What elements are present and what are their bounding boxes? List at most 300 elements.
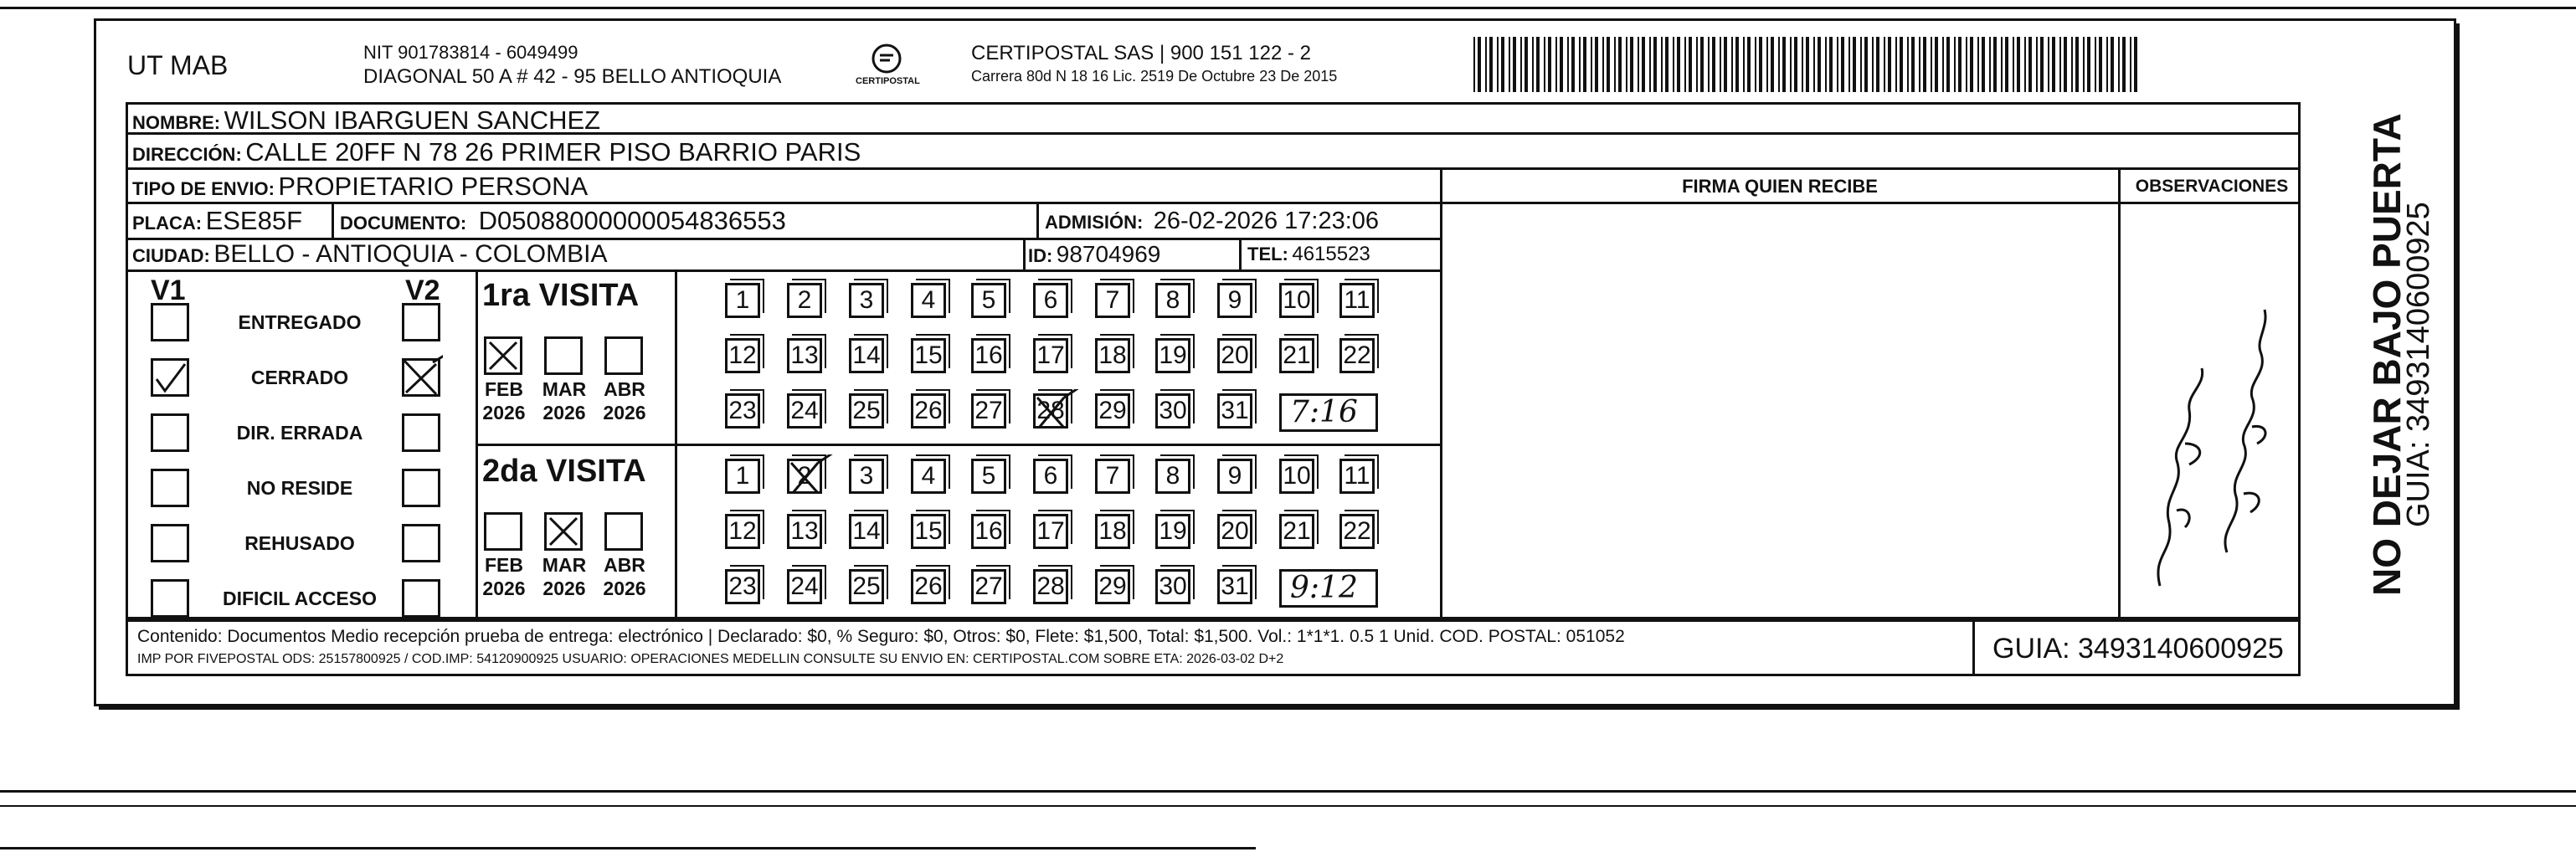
barcode-bar xyxy=(1860,37,1862,92)
day-number: 18 xyxy=(1098,517,1127,545)
day-number: 21 xyxy=(1283,341,1311,369)
day-number: 24 xyxy=(790,572,819,600)
id-label: ID: xyxy=(1028,245,1053,266)
day-number: 31 xyxy=(1221,397,1249,424)
day-box[interactable] xyxy=(1339,338,1375,373)
day-box[interactable] xyxy=(787,569,822,604)
day-number: 29 xyxy=(1098,572,1127,600)
day-number: 11 xyxy=(1344,286,1370,314)
tel-row xyxy=(1247,244,1370,264)
day-box[interactable] xyxy=(787,393,822,429)
month-checkbox[interactable] xyxy=(544,336,583,375)
day-box[interactable] xyxy=(849,569,884,604)
logo-text: CERTIPOSTAL xyxy=(856,76,920,86)
day-box[interactable] xyxy=(725,514,760,549)
day-number: 12 xyxy=(728,517,757,545)
day-number: 25 xyxy=(852,397,881,424)
side-guia: GUIA: 3493140600925 xyxy=(2401,202,2436,527)
observations-label: OBSERVACIONES xyxy=(2135,177,2289,196)
day-number: 26 xyxy=(914,397,943,424)
day-number: 27 xyxy=(974,572,1003,600)
day-number: 1 xyxy=(735,286,750,314)
day-box[interactable] xyxy=(971,459,1006,494)
day-number: 15 xyxy=(914,517,943,545)
col-plate-divider xyxy=(332,202,334,238)
barcode-bar xyxy=(1485,37,1487,92)
v2-checkbox[interactable] xyxy=(402,303,440,341)
day-box[interactable] xyxy=(849,459,884,494)
company-nit: NIT 901783814 - 6049499 xyxy=(363,42,578,63)
barcode xyxy=(1473,37,2143,92)
visit-separator xyxy=(476,444,1442,446)
barcode-bar xyxy=(1630,37,1633,92)
day-box[interactable] xyxy=(1095,338,1130,373)
day-box[interactable] xyxy=(1155,459,1190,494)
day-box[interactable] xyxy=(725,393,760,429)
day-box[interactable] xyxy=(725,569,760,604)
barcode-bar xyxy=(1935,37,1938,92)
visit2-title: 2da VISITA xyxy=(482,454,646,489)
day-box[interactable] xyxy=(849,514,884,549)
barcode-bar xyxy=(1813,37,1815,92)
barcode-bar xyxy=(1907,37,1909,92)
barcode-bar xyxy=(1548,37,1551,92)
day-number: 30 xyxy=(1159,397,1187,424)
col-admission-divider xyxy=(1036,202,1039,238)
day-box[interactable] xyxy=(971,569,1006,604)
barcode-bar xyxy=(1684,37,1686,92)
barcode-bar xyxy=(1560,37,1563,92)
day-box[interactable] xyxy=(1339,514,1375,549)
barcode-bar xyxy=(2122,37,2126,92)
time-box[interactable] xyxy=(1279,393,1378,432)
day-number: 9 xyxy=(1227,286,1242,314)
day-box[interactable] xyxy=(911,393,946,429)
status-label: DIFICIL ACCESO xyxy=(222,588,377,609)
day-box[interactable] xyxy=(1279,459,1314,494)
plate-value: ESE85F xyxy=(205,206,303,235)
col-tel-divider xyxy=(1239,238,1242,269)
barcode-bar xyxy=(2028,37,2032,92)
barcode-bar xyxy=(1802,37,1803,92)
barcode-bar xyxy=(1525,37,1528,92)
handwritten-time: 7:16 xyxy=(1290,395,1358,429)
barcode-bar xyxy=(1966,37,1967,92)
day-box[interactable] xyxy=(1095,569,1130,604)
day-box[interactable] xyxy=(787,283,822,318)
tel-value: 4615523 xyxy=(1292,243,1370,265)
address-label: DIRECCIÓN: xyxy=(132,144,242,165)
barcode-bar xyxy=(2024,37,2026,92)
barcode-bar xyxy=(2064,37,2067,92)
day-box[interactable] xyxy=(1217,338,1252,373)
name-row xyxy=(132,107,600,133)
barcode-bar xyxy=(1782,37,1786,92)
barcode-bar xyxy=(1607,37,1610,92)
month-year: 2026 xyxy=(542,577,586,599)
day-box[interactable] xyxy=(1339,459,1375,494)
day-number: 7 xyxy=(1105,286,1120,314)
barcode-bar xyxy=(1700,37,1704,92)
day-number: 4 xyxy=(921,286,936,314)
col-observations-left xyxy=(2118,167,2121,619)
barcode-bar xyxy=(1900,37,1903,92)
barcode-bar xyxy=(1595,37,1598,92)
v2-checkbox[interactable] xyxy=(402,579,440,618)
status-label: REHUSADO xyxy=(244,532,355,554)
barcode-bar xyxy=(1884,37,1885,92)
time-box[interactable] xyxy=(1279,569,1378,608)
day-number: 30 xyxy=(1159,572,1187,600)
day-number: 3 xyxy=(859,462,874,490)
barcode-bar xyxy=(1638,37,1639,92)
day-box[interactable] xyxy=(911,514,946,549)
barcode-bar xyxy=(1649,37,1651,92)
barcode-bar xyxy=(1614,37,1616,92)
day-number: 31 xyxy=(1221,572,1249,600)
barcode-bar xyxy=(1977,37,1979,92)
day-number: 18 xyxy=(1098,341,1127,369)
day-cross-mark xyxy=(1034,389,1081,439)
barcode-bar xyxy=(1720,37,1721,92)
day-box[interactable] xyxy=(787,338,822,373)
barcode-bar xyxy=(1555,37,1557,92)
day-number: 13 xyxy=(790,341,819,369)
day-number: 16 xyxy=(974,341,1003,369)
barcode-bar xyxy=(1689,37,1692,92)
day-number: 13 xyxy=(790,517,819,545)
barcode-bar xyxy=(1583,37,1586,92)
barcode-bar xyxy=(1642,37,1645,92)
barcode-bar xyxy=(1942,37,1944,92)
barcode-bar xyxy=(1743,37,1745,92)
status-label: CERRADO xyxy=(250,367,349,388)
day-box[interactable] xyxy=(1217,393,1252,429)
barcode-bar xyxy=(2040,37,2044,92)
top-edge-line xyxy=(0,7,2576,9)
day-box[interactable] xyxy=(971,283,1006,318)
day-number: 22 xyxy=(1343,341,1371,369)
barcode-bar xyxy=(1895,37,1897,92)
carrier-address: Carrera 80d N 18 16 Lic. 2519 De Octubre 23 De 2015 xyxy=(971,68,1338,85)
day-number: 1 xyxy=(735,462,750,490)
day-box[interactable] xyxy=(1217,569,1252,604)
day-box[interactable] xyxy=(1155,569,1190,604)
barcode-bar xyxy=(1626,37,1627,92)
month-label: MAR xyxy=(542,554,587,576)
barcode-bar xyxy=(1591,37,1592,92)
barcode-bar xyxy=(1489,37,1493,92)
day-number: 19 xyxy=(1159,517,1187,545)
barcode-bar xyxy=(1677,37,1680,92)
day-box[interactable] xyxy=(1339,283,1375,318)
carrier-name: CERTIPOSTAL SAS | 900 151 122 - 2 xyxy=(971,42,1311,64)
day-box[interactable] xyxy=(849,338,884,373)
day-box[interactable] xyxy=(1033,283,1068,318)
day-number: 6 xyxy=(1043,462,1058,490)
barcode-bar xyxy=(1579,37,1581,92)
status-label: DIR. ERRADA xyxy=(236,422,363,444)
barcode-bar xyxy=(1825,37,1827,92)
day-number: 12 xyxy=(728,341,757,369)
day-number: 6 xyxy=(1043,286,1058,314)
day-number: 17 xyxy=(1036,341,1065,369)
barcode-bar xyxy=(2075,37,2079,92)
day-box[interactable] xyxy=(1279,338,1314,373)
month-year: 2026 xyxy=(482,577,526,599)
v1-checkbox[interactable] xyxy=(151,524,189,562)
month-checkbox[interactable] xyxy=(604,512,643,551)
day-box[interactable] xyxy=(1155,514,1190,549)
day-number: 20 xyxy=(1221,341,1249,369)
day-number: 5 xyxy=(981,286,996,314)
day-box[interactable] xyxy=(1033,514,1068,549)
document-label: DOCUMENTO: xyxy=(340,213,467,234)
day-number: 17 xyxy=(1036,517,1065,545)
day-box[interactable] xyxy=(787,459,822,494)
barcode-bar xyxy=(1665,37,1668,92)
v2-checkbox[interactable] xyxy=(402,413,440,452)
day-box[interactable] xyxy=(971,338,1006,373)
day-box[interactable] xyxy=(1155,283,1190,318)
v1-checkbox[interactable] xyxy=(151,303,189,341)
footer-imp: IMP POR FIVEPOSTAL ODS: 25157800925 / COD.IMP: 54120900925 USUARIO: OPERACIONES MEDELLIN CONSULTE SU ENVIO EN: CERTIPOSTAL.COM SOBRE ETA: 2026-03-02 D+2 xyxy=(137,652,1284,666)
barcode-bar xyxy=(1954,37,1956,92)
barcode-bar xyxy=(1520,37,1522,92)
barcode-bar xyxy=(2059,37,2061,92)
barcode-bar xyxy=(1478,37,1481,92)
day-number: 14 xyxy=(852,341,881,369)
status-label: NO RESIDE xyxy=(246,477,353,499)
month-checkbox[interactable] xyxy=(484,512,522,551)
barcode-bar xyxy=(1993,37,1997,92)
barcode-bar xyxy=(2130,37,2131,92)
day-box[interactable] xyxy=(1217,459,1252,494)
barcode-bar xyxy=(1837,37,1838,92)
barcode-bar xyxy=(1696,37,1698,92)
day-box[interactable] xyxy=(1033,338,1068,373)
day-box[interactable] xyxy=(971,514,1006,549)
day-cross-mark xyxy=(788,454,835,505)
v1-header: V1 xyxy=(151,275,186,306)
barcode-bar xyxy=(2036,37,2038,92)
barcode-bar xyxy=(1497,37,1499,92)
barcode-bar xyxy=(2052,37,2055,92)
barcode-bar xyxy=(1602,37,1604,92)
barcode-bar xyxy=(2005,37,2008,92)
row-line xyxy=(126,167,2301,170)
barcode-bar xyxy=(1841,37,1844,92)
tel-label: TEL: xyxy=(1247,244,1288,264)
barcode-bar xyxy=(1829,37,1833,92)
barcode-bar xyxy=(1923,37,1926,92)
barcode-bar xyxy=(1818,37,1821,92)
admission-label: ADMISIÓN: xyxy=(1045,212,1144,233)
side-warning: NO DEJAR BAJO PUERTA xyxy=(2365,113,2409,596)
day-number: 27 xyxy=(974,397,1003,424)
barcode-bar xyxy=(2071,37,2073,92)
barcode-bar xyxy=(1755,37,1756,92)
barcode-bar xyxy=(2111,37,2114,92)
barcode-bar xyxy=(1876,37,1879,92)
day-box[interactable] xyxy=(1279,283,1314,318)
barcode-bar xyxy=(1806,37,1809,92)
barcode-bar xyxy=(1544,37,1545,92)
city-row xyxy=(132,242,607,267)
day-number: 10 xyxy=(1283,286,1311,314)
day-number: 15 xyxy=(914,341,943,369)
day-number: 10 xyxy=(1283,462,1311,490)
day-box[interactable] xyxy=(1033,459,1068,494)
day-box[interactable] xyxy=(1155,338,1190,373)
footer-guia: GUIA: 3493140600925 xyxy=(1992,633,2284,665)
barcode-bar xyxy=(1794,37,1797,92)
visit-month-divider xyxy=(675,269,677,619)
plate-label: PLACA: xyxy=(132,213,203,234)
day-box[interactable] xyxy=(911,569,946,604)
day-box[interactable] xyxy=(787,514,822,549)
day-box[interactable] xyxy=(971,393,1006,429)
barcode-bar xyxy=(2001,37,2003,92)
day-number: 28 xyxy=(1036,572,1065,600)
bottom-line-3 xyxy=(0,847,1256,849)
row-line xyxy=(126,269,1442,272)
day-number: 20 xyxy=(1221,517,1249,545)
day-box[interactable] xyxy=(1033,569,1068,604)
signature-area[interactable] xyxy=(1443,204,2118,618)
barcode-bar xyxy=(1712,37,1715,92)
month-checkbox[interactable] xyxy=(604,336,643,375)
company-address: DIAGONAL 50 A # 42 - 95 BELLO ANTIOQUIA xyxy=(363,65,782,88)
day-box[interactable] xyxy=(1095,459,1130,494)
barcode-bar xyxy=(2017,37,2020,92)
barcode-bar xyxy=(1911,37,1915,92)
day-number: 21 xyxy=(1283,517,1311,545)
barcode-bar xyxy=(1982,37,1985,92)
id-value: 98704969 xyxy=(1056,241,1161,267)
barcode-bar xyxy=(1747,37,1751,92)
day-number: 16 xyxy=(974,517,1003,545)
day-box[interactable] xyxy=(1095,283,1130,318)
observations-handwriting xyxy=(2126,301,2294,603)
admission-value: 26-02-2026 17:23:06 xyxy=(1153,208,1380,234)
barcode-bar xyxy=(1536,37,1540,92)
day-box[interactable] xyxy=(1217,514,1252,549)
recipient-name: WILSON IBARGUEN SANCHEZ xyxy=(224,105,601,135)
frame-shadow-right xyxy=(2456,23,2460,706)
col-signature-left xyxy=(1440,167,1442,619)
v1-checkbox[interactable] xyxy=(151,358,189,397)
status-label: ENTREGADO xyxy=(238,311,362,333)
v1-checkbox[interactable] xyxy=(151,469,189,507)
day-number: 2 xyxy=(797,462,812,490)
footer-content: Contenido: Documentos Medio recepción prueba de entrega: electrónico | Declarado: $0, % Seguro: $0, Otros: $0, Flete: $1,500, Total: $1,500. Vol.: 1*1*1. 0.5 1 Unid. COD. POSTAL: 051052 xyxy=(137,627,1625,646)
barcode-bar xyxy=(1513,37,1516,92)
name-label: NOMBRE: xyxy=(132,112,221,133)
day-number: 7 xyxy=(1105,462,1120,490)
month-checkbox[interactable] xyxy=(484,336,522,375)
month-label: ABR xyxy=(604,378,645,400)
day-box[interactable] xyxy=(725,459,760,494)
document-value: D05088000000054836553 xyxy=(478,206,786,235)
barcode-bar xyxy=(2118,37,2120,92)
barcode-bar xyxy=(2134,37,2137,92)
day-box[interactable] xyxy=(849,283,884,318)
day-box[interactable] xyxy=(911,283,946,318)
day-number: 26 xyxy=(914,572,943,600)
month-year: 2026 xyxy=(603,577,646,599)
barcode-bar xyxy=(1532,37,1534,92)
v1-checkbox[interactable] xyxy=(151,579,189,618)
day-box[interactable] xyxy=(725,283,760,318)
month-year: 2026 xyxy=(482,402,526,423)
barcode-bar xyxy=(2087,37,2090,92)
barcode-bar xyxy=(1571,37,1575,92)
row-line xyxy=(126,202,1442,204)
day-box[interactable] xyxy=(1095,514,1130,549)
day-number: 22 xyxy=(1343,517,1371,545)
id-row xyxy=(1028,243,1160,266)
day-box[interactable] xyxy=(1033,393,1068,429)
day-box[interactable] xyxy=(725,338,760,373)
bottom-line-1 xyxy=(0,790,2576,793)
month-year: 2026 xyxy=(603,402,646,423)
barcode-bar xyxy=(1673,37,1674,92)
handwritten-time: 9:12 xyxy=(1290,571,1358,605)
month-checkbox[interactable] xyxy=(544,512,583,551)
city-value: BELLO - ANTIOQUIA - COLOMBIA xyxy=(213,240,608,268)
v2-header: V2 xyxy=(405,275,440,306)
v2-checkbox[interactable] xyxy=(402,524,440,562)
v2-checkbox[interactable] xyxy=(402,358,440,397)
month-year: 2026 xyxy=(542,402,586,423)
day-box[interactable] xyxy=(849,393,884,429)
month-label: MAR xyxy=(542,378,587,400)
v1-checkbox[interactable] xyxy=(151,413,189,452)
barcode-bar xyxy=(1946,37,1950,92)
type-label: TIPO DE ENVIO: xyxy=(132,178,275,199)
day-box[interactable] xyxy=(1279,514,1314,549)
barcode-bar xyxy=(1872,37,1874,92)
bottom-line-2 xyxy=(0,805,2576,807)
barcode-bar xyxy=(1473,37,1475,92)
day-number: 14 xyxy=(852,517,881,545)
barcode-bar xyxy=(1567,37,1569,92)
day-number: 23 xyxy=(728,397,757,424)
company-name: UT MAB xyxy=(127,50,229,80)
day-number: 4 xyxy=(921,462,936,490)
v2-checkbox[interactable] xyxy=(402,469,440,507)
day-box[interactable] xyxy=(911,459,946,494)
barcode-bar xyxy=(1848,37,1850,92)
barcode-bar xyxy=(2083,37,2085,92)
barcode-bar xyxy=(2099,37,2102,92)
admission-row xyxy=(1045,209,1379,234)
day-box[interactable] xyxy=(911,338,946,373)
day-number: 8 xyxy=(1165,286,1180,314)
day-box[interactable] xyxy=(1217,283,1252,318)
day-number: 25 xyxy=(852,572,881,600)
day-number: 11 xyxy=(1344,462,1370,490)
barcode-bar xyxy=(2048,37,2049,92)
day-box[interactable] xyxy=(1155,393,1190,429)
frame-shadow-bottom xyxy=(99,706,2460,710)
day-box[interactable] xyxy=(1095,393,1130,429)
month-label: FEB xyxy=(485,554,523,576)
visit1-title: 1ra VISITA xyxy=(482,278,640,313)
observations-text xyxy=(2126,301,2127,302)
day-number: 2 xyxy=(797,286,812,314)
